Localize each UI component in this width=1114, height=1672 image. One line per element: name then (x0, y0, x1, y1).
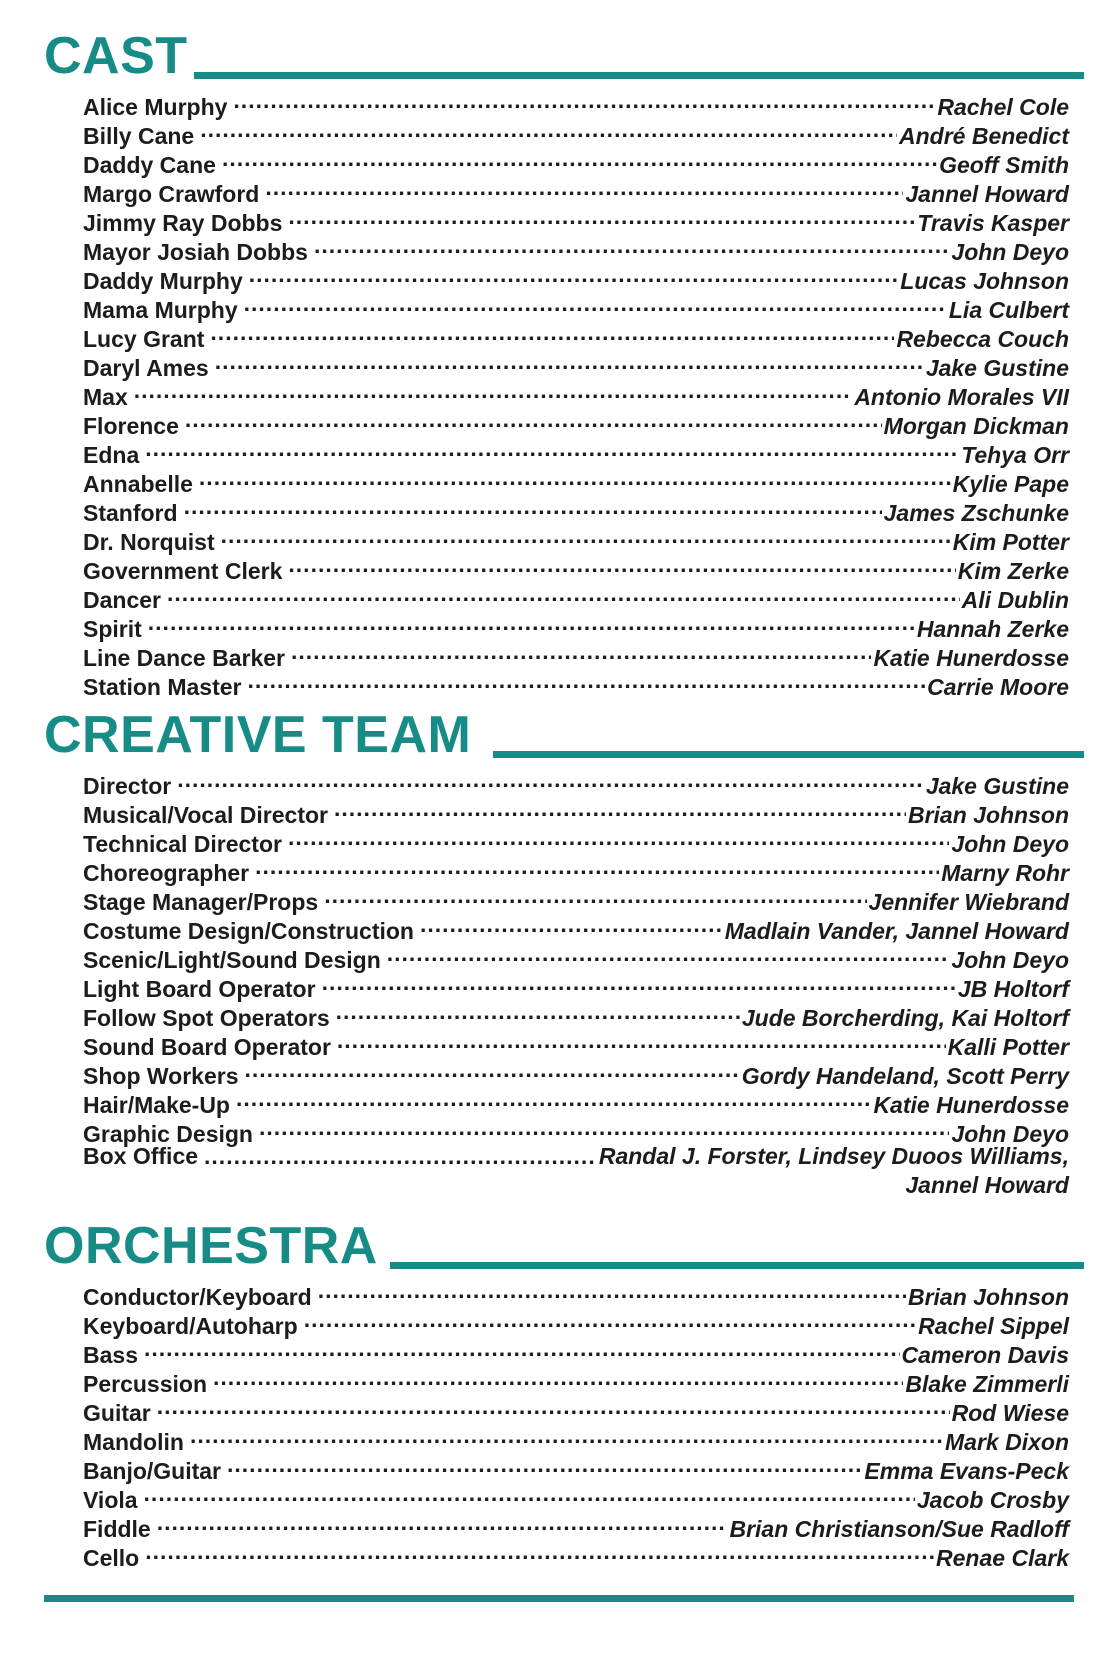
role-label: Station Master (83, 674, 242, 700)
dot-leader (291, 637, 871, 666)
dot-leader (322, 968, 956, 997)
role-label: Light Board Operator (83, 976, 316, 1002)
dot-leader (314, 231, 949, 260)
person-name: Brian Johnson (907, 1284, 1069, 1310)
role-label: Stage Manager/Props (83, 889, 319, 915)
dot-leader (215, 347, 924, 376)
person-name: Lucas Johnson (900, 268, 1069, 294)
credit-row (83, 1450, 1069, 1484)
role-label: Florence (83, 413, 179, 439)
name-line-2: Jannel Howard (905, 1172, 1069, 1198)
credit-row (83, 1276, 1069, 1310)
dot-leader (249, 260, 899, 289)
person-name: Ali Dublin (961, 587, 1069, 613)
person-name: Blake Zimmerli (905, 1371, 1069, 1397)
dot-leader (134, 376, 853, 405)
dot-leader (233, 86, 935, 115)
dot-leader (244, 289, 947, 318)
cast-section (44, 22, 1084, 700)
role-label: Max (83, 384, 128, 410)
role-label: Conductor/Keyboard (83, 1284, 312, 1310)
role-label: Alice Murphy (83, 94, 228, 120)
dot-leader (145, 434, 959, 463)
person-name: Rod Wiese (951, 1400, 1069, 1426)
role-label: Bass (83, 1342, 138, 1368)
creative-team-header (44, 701, 1084, 764)
person-name: Kim Zerke (957, 558, 1069, 584)
person-name: Travis Kasper (917, 210, 1069, 236)
credit-row (83, 794, 1069, 828)
person-name: Brian Johnson (907, 802, 1069, 828)
person-name: Madlain Vander, Jannel Howard (724, 918, 1069, 944)
orchestra-list (83, 1276, 1069, 1571)
role-label: Mandolin (83, 1429, 184, 1455)
role-label: Spirit (83, 616, 142, 642)
credit-row (83, 144, 1069, 178)
person-name: Jennifer Wiebrand (868, 889, 1069, 915)
person-name: John Deyo (951, 947, 1069, 973)
dot-leader (221, 521, 951, 550)
role-label: Sound Board Operator (83, 1034, 331, 1060)
name-line-1: Randal J. Forster, Lindsey Duoos Williams, (598, 1143, 1069, 1169)
creative-team-title: CREATIVE TEAM (44, 706, 472, 764)
person-name: Geoff Smith (939, 152, 1069, 178)
person-name: Gordy Handeland, Scott Perry (741, 1063, 1069, 1089)
dot-leader (145, 1537, 934, 1566)
person-name: Rachel Sippel (918, 1313, 1069, 1339)
person-name: Marny Rohr (941, 860, 1069, 886)
credit-row (83, 521, 1069, 555)
footer-rule (44, 1595, 1074, 1602)
role-label: Daddy Cane (83, 152, 216, 178)
person-name: Katie Hunerdosse (873, 645, 1069, 671)
role-label: Viola (83, 1487, 138, 1513)
dot-leader (210, 318, 894, 347)
person-name: Jake Gustine (925, 773, 1069, 799)
person-name: Tehya Orr (961, 442, 1069, 468)
dot-leader (144, 1334, 900, 1363)
person-name: Kylie Pape (952, 471, 1069, 497)
role-label: Mama Murphy (83, 297, 238, 323)
role-label: Cello (83, 1545, 140, 1571)
person-name: Rebecca Couch (896, 326, 1069, 352)
role-label: Shop Workers (83, 1063, 239, 1089)
credit-row (83, 579, 1069, 613)
dot-leader (387, 939, 950, 968)
orchestra-rule (390, 1262, 1084, 1269)
credit-row (83, 434, 1069, 468)
role-label: Mayor Josiah Dobbs (83, 239, 308, 265)
role-label: Follow Spot Operators (83, 1005, 330, 1031)
credit-row (83, 86, 1069, 120)
role-label: Costume Design/Construction (83, 918, 414, 944)
dot-leader (148, 608, 915, 637)
role-label: Percussion (83, 1371, 207, 1397)
dot-leader (167, 579, 960, 608)
dot-leader (204, 1142, 597, 1171)
person-name: Jacob Crosby (916, 1487, 1069, 1513)
person-name: Mark Dixon (945, 1429, 1069, 1455)
person-name: Carrie Moore (927, 674, 1069, 700)
person-name: Jude Borcherding, Kai Holtorf (741, 1005, 1069, 1031)
credit-row (83, 492, 1069, 526)
role-label: Daryl Ames (83, 355, 209, 381)
role-label: Lucy Grant (83, 326, 205, 352)
dot-leader (199, 463, 951, 492)
role-label: Margo Crawford (83, 181, 260, 207)
role-label: Government Clerk (83, 558, 283, 584)
dot-leader (213, 1363, 903, 1392)
person-name: James Zschunke (883, 500, 1069, 526)
dot-leader (288, 550, 955, 579)
role-label: Choreographer (83, 860, 250, 886)
person-name: Cameron Davis (901, 1342, 1069, 1368)
dot-leader (318, 1276, 906, 1305)
box-office-names (599, 1142, 1069, 1200)
role-label: Guitar (83, 1400, 151, 1426)
role-label: Jimmy Ray Dobbs (83, 210, 283, 236)
person-name: Rachel Cole (937, 94, 1069, 120)
credit-row (83, 463, 1069, 497)
cast-list (83, 86, 1069, 700)
dot-leader (222, 144, 937, 173)
creative-team-section (44, 701, 1084, 1196)
person-name: Renae Clark (936, 1545, 1069, 1571)
role-label: Fiddle (83, 1516, 151, 1542)
credit-row (83, 1392, 1069, 1426)
person-name: Kalli Potter (947, 1034, 1069, 1060)
credit-row (83, 318, 1069, 352)
dot-leader (337, 1026, 946, 1055)
dot-leader (247, 666, 925, 695)
credit-row (83, 115, 1069, 149)
credit-row (83, 376, 1069, 410)
credit-row (83, 550, 1069, 584)
dot-leader (334, 794, 906, 823)
person-name: Antonio Morales VII (854, 384, 1069, 410)
dot-leader (336, 997, 740, 1026)
person-name: Jake Gustine (925, 355, 1069, 381)
person-name: Emma Evans-Peck (864, 1458, 1069, 1484)
dot-leader (324, 881, 866, 910)
credit-row (83, 1421, 1069, 1455)
dot-leader (304, 1305, 916, 1334)
dot-leader (259, 1113, 949, 1142)
role-label: Line Dance Barker (83, 645, 285, 671)
cast-rule (194, 72, 1084, 79)
person-name: John Deyo (951, 239, 1069, 265)
person-name: Jannel Howard (905, 181, 1069, 207)
cast-title: CAST (44, 27, 188, 85)
creative-team-list (83, 765, 1069, 1147)
dot-leader (157, 1392, 950, 1421)
dot-leader (420, 910, 723, 939)
role-label: Hair/Make-Up (83, 1092, 230, 1118)
orchestra-title: ORCHESTRA (44, 1217, 378, 1275)
credit-row (83, 765, 1069, 799)
box-office-row (83, 1142, 1069, 1200)
person-name: Kim Potter (952, 529, 1069, 555)
dot-leader (177, 765, 924, 794)
role-label: Banjo/Guitar (83, 1458, 222, 1484)
role-label: Dancer (83, 587, 161, 613)
role-label: Director (83, 773, 172, 799)
dot-leader (144, 1479, 915, 1508)
person-name: Lia Culbert (948, 297, 1069, 323)
dot-leader (236, 1084, 871, 1113)
person-name: Katie Hunerdosse (873, 1092, 1069, 1118)
dot-leader (265, 173, 903, 202)
dot-leader (255, 852, 939, 881)
dot-leader (157, 1508, 728, 1537)
person-name: Morgan Dickman (883, 413, 1069, 439)
person-name: John Deyo (951, 831, 1069, 857)
role-label: Billy Cane (83, 123, 195, 149)
role-label: Graphic Design (83, 1121, 253, 1147)
credit-row (83, 608, 1069, 642)
dot-leader (288, 202, 915, 231)
dot-leader (288, 823, 949, 852)
person-name: JB Holtorf (957, 976, 1069, 1002)
dot-leader (190, 1421, 943, 1450)
person-name: Brian Christianson/Sue Radloff (729, 1516, 1069, 1542)
dot-leader (245, 1055, 740, 1084)
role-label: Box Office (83, 1143, 199, 1169)
person-name: André Benedict (899, 123, 1069, 149)
role-label: Scenic/Light/Sound Design (83, 947, 381, 973)
role-label: Daddy Murphy (83, 268, 243, 294)
credit-row (83, 173, 1069, 207)
role-label: Annabelle (83, 471, 193, 497)
credit-row (83, 1113, 1069, 1147)
credit-row (83, 1537, 1069, 1571)
role-label: Musical/Vocal Director (83, 802, 328, 828)
person-name: John Deyo (951, 1121, 1069, 1147)
role-label: Dr. Norquist (83, 529, 215, 555)
creative-team-rule (493, 751, 1084, 758)
person-name: Hannah Zerke (916, 616, 1069, 642)
role-label: Keyboard/Autoharp (83, 1313, 298, 1339)
dot-leader (185, 405, 882, 434)
dot-leader (227, 1450, 862, 1479)
dot-leader (184, 492, 882, 521)
box-office-block (83, 1142, 1069, 1200)
role-label: Edna (83, 442, 140, 468)
dot-leader (200, 115, 897, 144)
role-label: Technical Director (83, 831, 282, 857)
cast-header (44, 22, 1084, 85)
orchestra-section (44, 1212, 1084, 1571)
role-label: Stanford (83, 500, 178, 526)
credit-row (83, 347, 1069, 381)
orchestra-header (44, 1212, 1084, 1275)
